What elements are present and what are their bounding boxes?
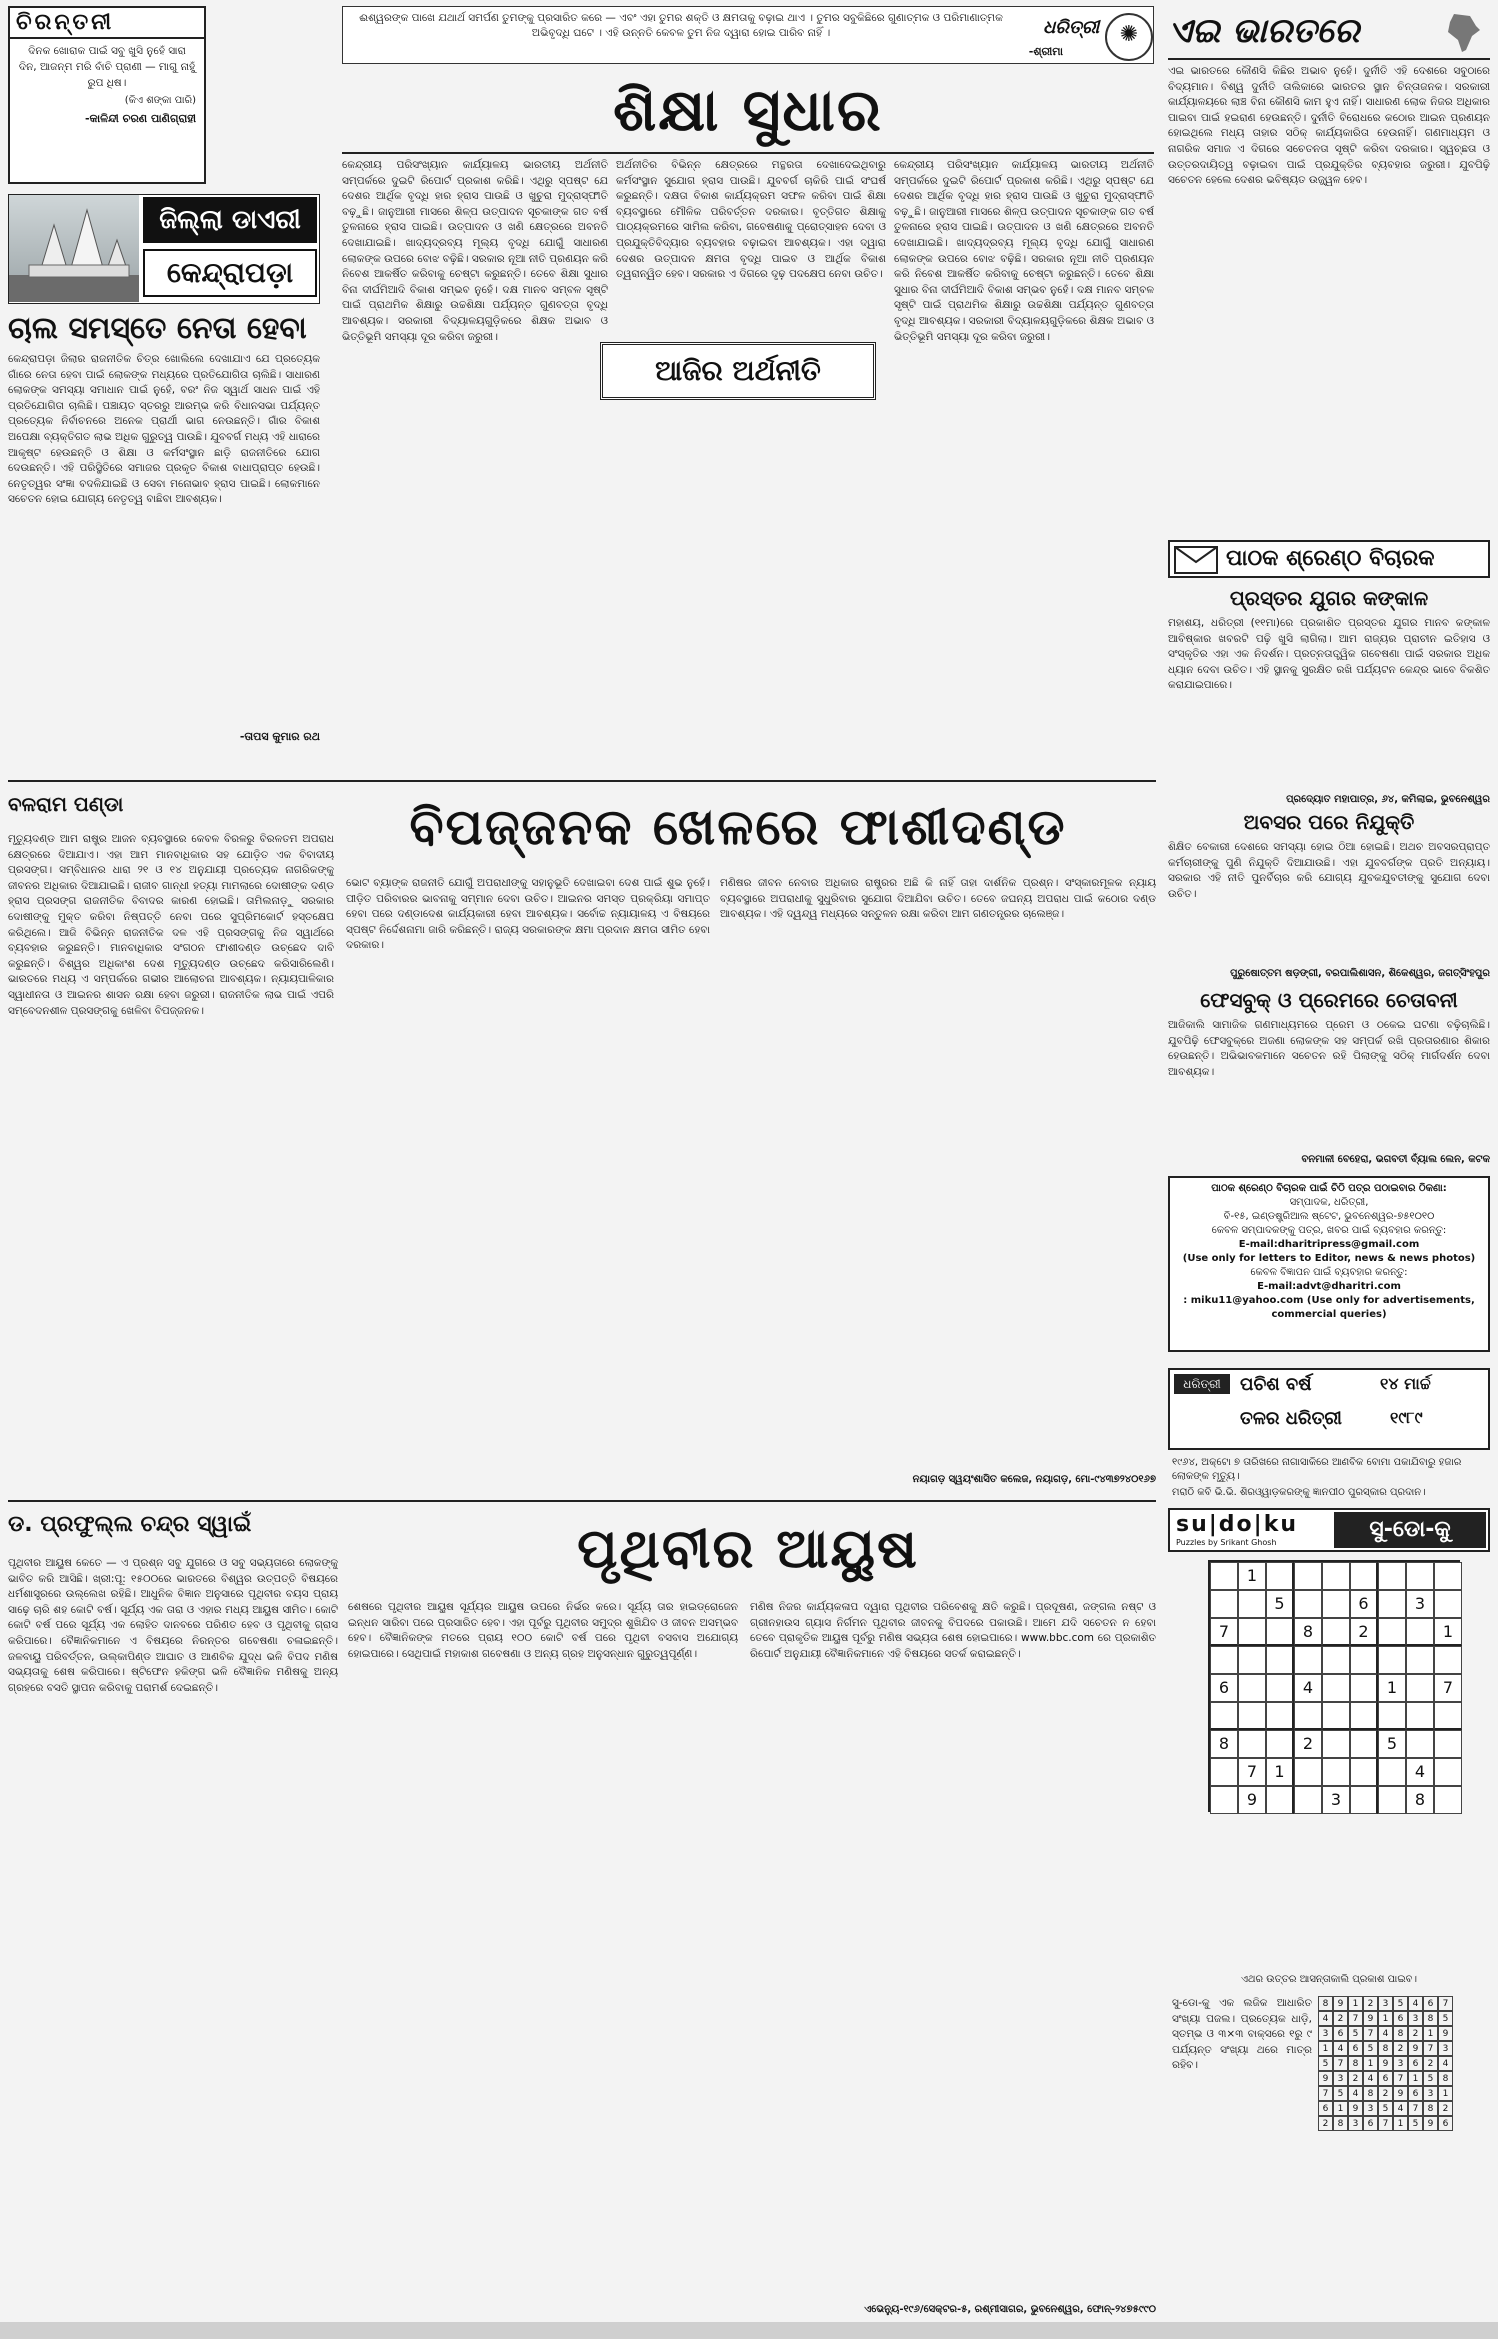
editorial3-body: ପୃଥିବୀର ଆୟୁଷ କେତେ — ଏ ପ୍ରଶ୍ନ ସବୁ ଯୁଗରେ ଓ ସବୁ ସଭ୍ୟତାରେ ଲୋକଙ୍କୁ ଭାବିତ କରି ଆସିଛି। ଖ୍ରୀ:ପୂ: ୧୫୦୦ରେ ଭାରତରେ ବିଶ୍ୱର ଉତ୍ପତ୍ତି ବିଷୟରେ ଧର୍ମଶାସ୍ତ୍ରରେ ଉଲ୍ଲେଖ ରହିଛି। ଆଧୁନିକ ବିଜ୍ଞାନ ଅନୁସାରେ ପୃଥିବୀର ବୟସ ପ୍ରାୟ ସାଢ଼େ ଚାରି ଶହ କୋଟି ବର୍ଷ। ସୂର୍ଯ୍ୟ ଏକ ତାରା ଓ ଏହାର ମଧ୍ୟ ଆୟୁଷ ସୀମିତ। କୋଟି କୋଟି ବର୍ଷ ପରେ ସୂର୍ଯ୍ୟ ଏକ ଲୋହିତ ଦାନବରେ ପରିଣତ ହେବ ଓ ପୃଥିବୀକୁ ଗ୍ରାସ କରିପାରେ। ବୈଜ୍ଞାନିକମାନେ ଏ ବିଷୟରେ ନିରନ୍ତର ଗବେଷଣା ଚଳାଇଛନ୍ତି। ଜଳବାୟୁ ପରିବର୍ତ୍ତନ, ଉଲ୍କାପିଣ୍ଡ ଆଘାତ ଓ ଆଣବିକ ଯୁଦ୍ଧ ଭଳି ବିପଦ ମଣିଷ ସଭ୍ୟତାକୁ ଶେଷ କରିପାରେ। ଷ୍ଟିଫେନ ହକିଙ୍ଗ ଭଳି ବୈଜ୍ଞାନିକ ମଣିଷକୁ ଅନ୍ୟ ଗ୍ରହରେ ବସତି ସ୍ଥାପନ କରିବାକୁ ପରାମର୍ଶ ଦେଇଛନ୍ତି। bbox=[8, 1557, 338, 1694]
sudoku-cell bbox=[1322, 1730, 1350, 1758]
india-map-icon bbox=[1440, 10, 1484, 54]
anniv-logo: ଧରିତ୍ରୀ bbox=[1174, 1374, 1230, 1394]
sudoku-solution-cell: 3 bbox=[1333, 2071, 1348, 2086]
sudoku-solution-cell: 4 bbox=[1333, 2041, 1348, 2056]
sudoku-solution-cell: 5 bbox=[1363, 2041, 1378, 2056]
bharat-header bbox=[1168, 6, 1490, 60]
editorial3-signoff: ଏଭେନ୍ୟୁ-୧୯୬/ସେକ୍ଟର-୫, ରଶ୍ମୀସାଗର, ଭୁବନେଶ୍ୱର, ଫୋନ୍-୨୪୭୫୯୯୦ bbox=[864, 2304, 1156, 2315]
editorial3-headline: ପୃଥିବୀର ଆୟୁଷ bbox=[577, 1517, 919, 1580]
letter1-title: ପ୍ରସ୍ତର ଯୁଗର କଙ୍କାଳ bbox=[1229, 586, 1429, 610]
sudoku-solution-cell: 9 bbox=[1393, 2086, 1408, 2101]
sudoku-cell bbox=[1378, 1758, 1406, 1786]
sudoku-solution-cell: 2 bbox=[1363, 1996, 1378, 2011]
anniv-date: ୧୪ ମାର୍ଚ୍ଚ bbox=[1380, 1374, 1431, 1393]
sudoku-solution-cell: 4 bbox=[1408, 1996, 1423, 2011]
letters-title: ପାଠକ ଶ୍ରେଣ୍ଠ ବିଚାରକ bbox=[1226, 546, 1435, 571]
sudoku-solution-cell: 1 bbox=[1438, 2086, 1453, 2101]
economy-label: ଆଜିର ଅର୍ଥନୀତି bbox=[655, 354, 821, 387]
sudoku-solution-cell: 8 bbox=[1378, 2041, 1393, 2056]
sudoku-solution-cell: 4 bbox=[1363, 2071, 1378, 2086]
sudoku-cell bbox=[1266, 1702, 1294, 1730]
sudoku-solution-cell: 2 bbox=[1378, 2086, 1393, 2101]
sudoku-header bbox=[1168, 1508, 1490, 1552]
editorial3-body-col3: ମଣିଷ ନିଜର କାର୍ଯ୍ୟକଳାପ ଦ୍ୱାରା ପୃଥିବୀର ପରିବେଶକୁ କ୍ଷତି କରୁଛି। ପ୍ରଦୂଷଣ, ଜଙ୍ଗଲ ନଷ୍ଟ ଓ ଗ୍ରୀନହାଉସ ଗ୍ୟାସ ନିର୍ଗମନ ପୃଥିବୀର ଜୀବନକୁ ବିପଦରେ ପକାଉଛି। ଆମେ ଯଦି ସଚେତନ ନ ହେବା ତେବେ ପ୍ରାକୃତିକ ଆୟୁଷ ପୂର୍ବରୁ ମଣିଷ ସଭ୍ୟତା ଶେଷ ହୋଇପାରେ। www.bbc.com ରେ ପ୍ରକାଶିତ ରିପୋର୍ଟ ଅନୁଯାୟୀ ବୈଜ୍ଞାନିକମାନେ ଏହି ବିଷୟରେ ସତର୍କ କରାଇଛନ୍ତି। bbox=[750, 1601, 1156, 1660]
sudoku-solution-cell: 2 bbox=[1318, 2116, 1333, 2131]
sudoku-cell bbox=[1238, 1730, 1266, 1758]
sudoku-cell bbox=[1266, 1786, 1294, 1814]
quote-box bbox=[342, 6, 1154, 64]
sudoku-cell: 5 bbox=[1266, 1590, 1294, 1618]
sudoku-cell: 7 bbox=[1434, 1674, 1462, 1702]
sudoku-solution-cell: 5 bbox=[1423, 2071, 1438, 2086]
sudoku-solution-cell: 1 bbox=[1363, 2056, 1378, 2071]
sudoku-cell bbox=[1294, 1786, 1322, 1814]
sudoku-solution-cell: 2 bbox=[1438, 2101, 1453, 2116]
sudoku-solution-cell: 9 bbox=[1363, 2011, 1378, 2026]
sudoku-instructions: ସୁ-ଡୋ-କୁ ଏକ ଲଜିକ ଆଧାରିତ ସଂଖ୍ୟା ପଜଲ। ପ୍ରତ୍ୟେକ ଧାଡ଼ି, ସ୍ତମ୍ଭ ଓ ୩×୩ ବାକ୍ସରେ ୧ରୁ ୯ ପର୍ଯ୍ୟନ୍ତ ସଂଖ୍ୟା ଥରେ ମାତ୍ର ରହିବ। bbox=[1172, 1997, 1312, 2072]
bharat-body: ଏଇ ଭାରତରେ କୌଣସି କିଛିର ଅଭାବ ନୁହେଁ। ଦୁର୍ନୀତି ଏହି ଦେଶରେ ସବୁଠାରେ ବିଦ୍ୟମାନ। ବିଶ୍ୱ ଦୁର୍ନୀତି ତାଲିକାରେ ଭାରତର ସ୍ଥାନ ଚିନ୍ତାଜନକ। ସରକାରୀ କାର୍ଯ୍ୟାଳୟରେ ଲାଞ୍ଚ ବିନା କୌଣସି କାମ ହୁଏ ନାହିଁ। ସାଧାରଣ ଲୋକ ନିଜର ଅଧିକାର ପାଇବା ପାଇଁ ହଇରାଣ ହେଉଛନ୍ତି। ଦୁର୍ନୀତି ବିରୋଧରେ କଠୋର ଆଇନ ପ୍ରଣୟନ ହୋଇଥିଲେ ମଧ୍ୟ ତାହାର ସଠିକ୍ କାର୍ଯ୍ୟକାରିତା ହେଉନାହିଁ। ଗଣମାଧ୍ୟମ ଓ ନାଗରିକ ସମାଜ ଏ ଦିଗରେ ସଚେତନତା ସୃଷ୍ଟି କରିବା ଦରକାର। ସ୍ୱଚ୍ଛତା ଓ ଉତ୍ତରଦାୟିତ୍ୱ ବଢ଼ାଇବା ପାଇଁ ପ୍ରଯୁକ୍ତିର ବ୍ୟବହାର ଜରୁରୀ। ଯୁବପିଢ଼ି ସଚେତନ ହେଲେ ଦେଶର ଭବିଷ୍ୟତ ଉଜ୍ଜ୍ୱଳ ହେବ। bbox=[1168, 65, 1490, 187]
sudoku-cell: 2 bbox=[1294, 1730, 1322, 1758]
sudoku-cell bbox=[1434, 1590, 1462, 1618]
sudoku-solution-cell: 7 bbox=[1318, 2086, 1333, 2101]
sudoku-cell bbox=[1266, 1674, 1294, 1702]
sudoku-cell bbox=[1378, 1562, 1406, 1590]
sudoku-cell bbox=[1434, 1730, 1462, 1758]
editorial1-body-col3: କେନ୍ଦ୍ରୀୟ ପରିସଂଖ୍ୟାନ କାର୍ଯ୍ୟାଳୟ ଭାରତୀୟ ଅର୍ଥନୀତି ସମ୍ପର୍କରେ ଦୁଇଟି ରିପୋର୍ଟ ପ୍ରକାଶ କରିଛି। ଏଥିରୁ ସ୍ପଷ୍ଟ ଯେ ଦେଶର ଆର୍ଥିକ ବୃଦ୍ଧି ହାର ହ୍ରାସ ପାଉଛି ଓ ଖୁଚୁରା ମୁଦ୍ରାସ୍ଫୀତି ବଢ଼ୁଛି। ଜାନୁଆରୀ ମାସରେ ଶିଳ୍ପ ଉତ୍ପାଦନ ସୂଚକାଙ୍କ ଗତ ବର୍ଷ ତୁଳନାରେ ହ୍ରାସ ପାଇଛି। ଉତ୍ପାଦନ ଓ ଖଣି କ୍ଷେତ୍ରରେ ଅବନତି ଦେଖାଯାଇଛି। ଖାଦ୍ୟଦ୍ରବ୍ୟ ମୂଲ୍ୟ ବୃଦ୍ଧି ଯୋଗୁଁ ସାଧାରଣ ଲୋକଙ୍କ ଉପରେ ବୋଝ ବଢ଼ିଛି। ସରକାର ନୂଆ ନୀତି ପ୍ରଣୟନ କରି ନିବେଶ ଆକର୍ଷିତ କରିବାକୁ ଚେଷ୍ଟା କରୁଛନ୍ତି। ତେବେ ଶିକ୍ଷା ସୁଧାର ବିନା ଦୀର୍ଘମିଆଦି ବିକାଶ ସମ୍ଭବ ନୁହେଁ। ଦକ୍ଷ ମାନବ ସମ୍ବଳ ସୃଷ୍ଟି ପାଇଁ ପ୍ରାଥମିକ ଶିକ୍ଷାରୁ ଉଚ୍ଚଶିକ୍ଷା ପର୍ଯ୍ୟନ୍ତ ଗୁଣବତ୍ତା ବୃଦ୍ଧି ଆବଶ୍ୟକ। ସରକାରୀ ବିଦ୍ୟାଳୟଗୁଡ଼ିକରେ ଶିକ୍ଷକ ଅଭାବ ଓ ଭିତ୍ତିଭୂମି ସମସ୍ୟା ଦୂର କରିବା ଜରୁରୀ। bbox=[894, 159, 1154, 343]
sudoku-solution-cell: 4 bbox=[1318, 2011, 1333, 2026]
sudoku-brand: su|do|ku bbox=[1176, 1512, 1298, 1537]
sudoku-solution-cell: 6 bbox=[1333, 2026, 1348, 2041]
sudoku-solution-cell: 6 bbox=[1438, 2116, 1453, 2131]
sudoku-solution-cell: 5 bbox=[1393, 1996, 1408, 2011]
sudoku-cell bbox=[1378, 1618, 1406, 1646]
sudoku-solution-cell: 8 bbox=[1423, 2011, 1438, 2026]
district-body: କେନ୍ଦ୍ରାପଡ଼ା ଜିଲାର ରାଜନୀତିକ ଚିତ୍ର ଖୋଲିଲେ ଦେଖାଯାଏ ଯେ ପ୍ରତ୍ୟେକ ଗାଁରେ ନେତା ହେବା ପାଇଁ ଲୋକଙ୍କ ମଧ୍ୟରେ ପ୍ରତିଯୋଗିତା ଚାଲିଛି। ସାଧାରଣ ଲୋକଙ୍କ ସମସ୍ୟା ସମାଧାନ ପାଇଁ ନୁହେଁ, ବରଂ ନିଜ ସ୍ୱାର୍ଥ ସାଧନ ପାଇଁ ଏହି ପ୍ରତିଯୋଗିତା ଚାଲିଛି। ପଞ୍ଚାୟତ ସ୍ତରରୁ ଆରମ୍ଭ କରି ବିଧାନସଭା ପର୍ଯ୍ୟନ୍ତ ପ୍ରତ୍ୟେକ ନିର୍ବାଚନରେ ଅନେକ ପ୍ରାର୍ଥୀ ଭାଗ ନେଉଛନ୍ତି। ଗାଁର ବିକାଶ ଅପେକ୍ଷା ବ୍ୟକ୍ତିଗତ ଲାଭ ଅଧିକ ଗୁରୁତ୍ୱ ପାଉଛି। ଯୁବବର୍ଗ ମଧ୍ୟ ଏହି ଧାରାରେ ଆକୃଷ୍ଟ ହେଉଛନ୍ତି ଓ ଶିକ୍ଷା ଓ କର୍ମସଂସ୍ଥାନ ଛାଡ଼ି ରାଜନୀତିରେ ଯୋଗ ଦେଉଛନ୍ତି। ଏହି ପରିସ୍ଥିତିରେ ସମାଜର ପ୍ରକୃତ ବିକାଶ ବାଧାପ୍ରାପ୍ତ ହେଉଛି। ନେତୃତ୍ୱର ସଂଜ୍ଞା ବଦଳିଯାଇଛି ଓ ସେବା ମନୋଭାବ ହ୍ରାସ ପାଇଛି। ଲୋକମାନେ ସଚେତନ ହୋଇ ଯୋଗ୍ୟ ନେତୃତ୍ୱ ବାଛିବା ଆବଶ୍ୟକ। bbox=[8, 353, 320, 506]
sudoku-cell: 7 bbox=[1210, 1618, 1238, 1646]
sudoku-solution-cell: 3 bbox=[1408, 2011, 1423, 2026]
editorial3-author: ଡ. ପ୍ରଫୁଲ୍ଲ ଚନ୍ଦ୍ର ସ୍ୱାଇଁ bbox=[8, 1512, 252, 1537]
quote-brand: ଧରିତ୍ରୀ bbox=[1043, 17, 1100, 38]
sudoku-solution-cell: 1 bbox=[1423, 2026, 1438, 2041]
sudoku-cell: 8 bbox=[1406, 1786, 1434, 1814]
sudoku-solution-cell: 3 bbox=[1378, 1996, 1393, 2011]
anniv-item2: ମରାଠି କବି ଭି.ଭି. ଶିରଓ୍ୱାଡ଼କରଙ୍କୁ ଜ୍ଞାନପୀଠ ପୁରସ୍କାର ପ୍ରଦାନ। bbox=[1172, 1487, 1426, 1498]
rule-ed1 bbox=[342, 152, 1154, 154]
sudoku-solution-cell: 4 bbox=[1393, 2101, 1408, 2116]
temple-image bbox=[9, 195, 139, 302]
sudoku-cell bbox=[1406, 1618, 1434, 1646]
anniv-item1: ୧୯୬୪, ଅକ୍ଟୋ ୭ ତାରିଖରେ ନାଗାସାକିରେ ଆଣବିକ ବୋମା ପକାଯିବାରୁ ହଜାର ଲୋକଙ୍କ ମୃତ୍ୟୁ। bbox=[1172, 1457, 1462, 1482]
sudoku-solution-cell: 9 bbox=[1378, 2056, 1393, 2071]
sudoku-solution-cell: 5 bbox=[1438, 2011, 1453, 2026]
sudoku-cell bbox=[1350, 1702, 1378, 1730]
sudoku-cell bbox=[1238, 1674, 1266, 1702]
sudoku-solution-cell: 5 bbox=[1318, 2056, 1333, 2071]
sudoku-solution bbox=[1318, 1996, 1456, 2134]
sudoku-cell bbox=[1434, 1646, 1462, 1674]
sudoku-cell bbox=[1350, 1786, 1378, 1814]
sudoku-cell bbox=[1266, 1618, 1294, 1646]
sudoku-cell bbox=[1350, 1674, 1378, 1702]
sudoku-cell: 3 bbox=[1322, 1786, 1350, 1814]
sudoku-cell bbox=[1350, 1562, 1378, 1590]
anniv-box bbox=[1168, 1368, 1490, 1450]
sudoku-solution-cell: 1 bbox=[1318, 2041, 1333, 2056]
sudoku-cell bbox=[1406, 1674, 1434, 1702]
contact-line4: କେବଳ ବିଜ୍ଞାପନ ପାଇଁ ବ୍ୟବହାର କରନ୍ତୁ: bbox=[1250, 1267, 1408, 1278]
contact-email1[interactable]: E-mail:dharitripress@gmail.com bbox=[1238, 1239, 1420, 1250]
sudoku-cell bbox=[1322, 1702, 1350, 1730]
letter3-author: ବନମାଳୀ ବେହେରା, ଭଗବତୀ ବ୍ୟାଁଲ ଲେନ, କଟକ bbox=[1301, 1154, 1490, 1165]
sudoku-solution-cell: 1 bbox=[1408, 2071, 1423, 2086]
sudoku-solution-cell: 2 bbox=[1333, 2011, 1348, 2026]
sudoku-cell: 5 bbox=[1378, 1730, 1406, 1758]
sudoku-solution-cell: 6 bbox=[1318, 2101, 1333, 2116]
letter1-body: ମହାଶୟ, ଧରିତ୍ରୀ (୧୧ମା)ରେ ପ୍ରକାଶିତ ପ୍ରସ୍ତର ଯୁଗର ମାନବ କଙ୍କାଳ ଆବିଷ୍କାର ଖବରଟି ପଢ଼ି ଖୁସି ଲାଗିଲା। ଆମ ରାଜ୍ୟର ପ୍ରାଚୀନ ଇତିହାସ ଓ ସଂସ୍କୃତିର ଏହା ଏକ ନିଦର୍ଶନ। ପ୍ରତ୍ନତାତ୍ତ୍ୱିକ ଗବେଷଣା ପାଇଁ ସରକାର ଅଧିକ ଧ୍ୟାନ ଦେବା ଉଚିତ। ଏହି ସ୍ଥାନକୁ ସୁରକ୍ଷିତ ରଖି ପର୍ଯ୍ୟଟନ କେନ୍ଦ୍ର ଭାବେ ବିକଶିତ କରାଯାଇପାରେ। bbox=[1168, 617, 1490, 692]
editorial2-author: ବଳରାମ ପଣ୍ଡା bbox=[8, 792, 124, 816]
sudoku-solution-cell: 2 bbox=[1423, 2056, 1438, 2071]
editorial2-body-col2: ଭୋଟ ବ୍ୟାଙ୍କ ରାଜନୀତି ଯୋଗୁଁ ଅପରାଧୀଙ୍କୁ ସହାନୁଭୂତି ଦେଖାଇବା ଦେଶ ପାଇଁ ଶୁଭ ନୁହେଁ। ପୀଡ଼ିତ ପରିବାରର ଭାବନାକୁ ସମ୍ମାନ ଦେବା ଉଚିତ। ଆଇନର ସମସ୍ତ ପ୍ରକ୍ରିୟା ସମାପ୍ତ ହେବା ପରେ ଦଣ୍ଡାଦେଶ କାର୍ଯ୍ୟକାରୀ ହେବା ଆବଶ୍ୟକ। ସର୍ବୋଚ୍ଚ ନ୍ୟାୟାଳୟ ଏ ବିଷୟରେ ସ୍ପଷ୍ଟ ନିର୍ଦ୍ଦେଶନାମା ଜାରି କରିଛନ୍ତି। ରାଜ୍ୟ ସରକାରଙ୍କ କ୍ଷମା ପ୍ରଦାନ କ୍ଷମତା ସୀମିତ ହେବା ଦରକାର। bbox=[346, 877, 710, 952]
sudoku-solution-cell: 7 bbox=[1408, 2101, 1423, 2116]
sudoku-solution-cell: 3 bbox=[1438, 2041, 1453, 2056]
sudoku-solution-cell: 2 bbox=[1348, 2071, 1363, 2086]
sudoku-cell bbox=[1350, 1730, 1378, 1758]
sudoku-cell bbox=[1266, 1562, 1294, 1590]
sudoku-solution-cell: 9 bbox=[1438, 2026, 1453, 2041]
sudoku-solution-cell: 6 bbox=[1408, 2056, 1423, 2071]
sudoku-cell bbox=[1210, 1758, 1238, 1786]
sudoku-cell: 1 bbox=[1434, 1618, 1462, 1646]
sudoku-solution-cell: 6 bbox=[1423, 1996, 1438, 2011]
sudoku-solution-cell: 9 bbox=[1318, 2071, 1333, 2086]
sudoku-cell bbox=[1322, 1758, 1350, 1786]
letter2-author: ପୁରୁଷୋତ୍ତମ ଷଡ଼ଙ୍ଗୀ, ବରପାଲିଶାସନ, ଶିକେଶ୍ୱର, ଜଗତ୍‌ସିଂହପୁର bbox=[1230, 968, 1490, 979]
editorial1-headline: ଶିକ୍ଷା ସୁଧାର bbox=[613, 76, 883, 144]
sudoku-cell bbox=[1210, 1646, 1238, 1674]
sudoku-cell bbox=[1294, 1702, 1322, 1730]
sudoku-cell bbox=[1210, 1786, 1238, 1814]
district-name: କେନ୍ଦ୍ରାପଡ଼ା bbox=[143, 249, 317, 297]
sudoku-cell bbox=[1238, 1646, 1266, 1674]
sudoku-cell bbox=[1434, 1758, 1462, 1786]
sudoku-cell bbox=[1378, 1646, 1406, 1674]
sudoku-cell bbox=[1294, 1590, 1322, 1618]
anniv-year: ୧୯୮୯ bbox=[1390, 1408, 1423, 1427]
contact-email2[interactable]: E-mail:advt@dharitri.com bbox=[1257, 1281, 1401, 1292]
contact-note1: (Use only for letters to Editor, news & news photos) bbox=[1182, 1253, 1476, 1264]
sudoku-solution-cell: 6 bbox=[1393, 2011, 1408, 2026]
sudoku-cell bbox=[1294, 1562, 1322, 1590]
sudoku-cell bbox=[1294, 1758, 1322, 1786]
sudoku-cell: 8 bbox=[1294, 1618, 1322, 1646]
editorial2-headline: ବିପଜ୍ଜନକ ଖେଳରେ ଫାଶୀଦଣ୍ଡ bbox=[409, 798, 1067, 856]
sudoku-answer-note: ଏଥର ଉତ୍ତର ଆସନ୍ତାକାଲି ପ୍ରକାଶ ପାଇବ। bbox=[1241, 1974, 1417, 1985]
sudoku-cell: 6 bbox=[1350, 1590, 1378, 1618]
sudoku-solution-cell: 8 bbox=[1423, 2101, 1438, 2116]
sudoku-cell bbox=[1350, 1758, 1378, 1786]
letters-header bbox=[1168, 540, 1490, 578]
rule-ed3-top bbox=[8, 1500, 1156, 1502]
editorial1-body: କେନ୍ଦ୍ରୀୟ ପରିସଂଖ୍ୟାନ କାର୍ଯ୍ୟାଳୟ ଭାରତୀୟ ଅର୍ଥନୀତି ସମ୍ପର୍କରେ ଦୁଇଟି ରିପୋର୍ଟ ପ୍ରକାଶ କରିଛି। ଏଥିରୁ ସ୍ପଷ୍ଟ ଯେ ଦେଶର ଆର୍ଥିକ ବୃଦ୍ଧି ହାର ହ୍ରାସ ପାଉଛି ଓ ଖୁଚୁରା ମୁଦ୍ରାସ୍ଫୀତି ବଢ଼ୁଛି। ଜାନୁଆରୀ ମାସରେ ଶିଳ୍ପ ଉତ୍ପାଦନ ସୂଚକାଙ୍କ ଗତ ବର୍ଷ ତୁଳନାରେ ହ୍ରାସ ପାଇଛି। ଉତ୍ପାଦନ ଓ ଖଣି କ୍ଷେତ୍ରରେ ଅବନତି ଦେଖାଯାଇଛି। ଖାଦ୍ୟଦ୍ରବ୍ୟ ମୂଲ୍ୟ ବୃଦ୍ଧି ଯୋଗୁଁ ସାଧାରଣ ଲୋକଙ୍କ ଉପରେ ବୋଝ ବଢ଼ିଛି। ସରକାର ନୂଆ ନୀତି ପ୍ରଣୟନ କରି ନିବେଶ ଆକର୍ଷିତ କରିବାକୁ ଚେଷ୍ଟା କରୁଛନ୍ତି। ତେବେ ଶିକ୍ଷା ସୁଧାର ବିନା ଦୀର୍ଘମିଆଦି ବିକାଶ ସମ୍ଭବ ନୁହେଁ। ଦକ୍ଷ ମାନବ ସମ୍ବଳ ସୃଷ୍ଟି ପାଇଁ ପ୍ରାଥମିକ ଶିକ୍ଷାରୁ ଉଚ୍ଚଶିକ୍ଷା ପର୍ଯ୍ୟନ୍ତ ଗୁଣବତ୍ତା ବୃଦ୍ଧି ଆବଶ୍ୟକ। ସରକାରୀ ବିଦ୍ୟାଳୟଗୁଡ଼ିକରେ ଶିକ୍ଷକ ଅଭାବ ଓ ଭିତ୍ତିଭୂମି ସମସ୍ୟା ଦୂର କରିବା ଜରୁରୀ। bbox=[342, 159, 608, 343]
sudoku-solution-cell: 2 bbox=[1393, 2041, 1408, 2056]
sudoku-by: Puzzles by Srikant Ghosh bbox=[1176, 1538, 1277, 1547]
sudoku-solution-cell: 5 bbox=[1333, 2086, 1348, 2101]
sudoku-solution-cell: 8 bbox=[1393, 2026, 1408, 2041]
editorial3-body-col2: ଶେଷରେ ପୃଥିବୀର ଆୟୁଷ ସୂର୍ଯ୍ୟର ଆୟୁଷ ଉପରେ ନିର୍ଭର କରେ। ସୂର୍ଯ୍ୟ ତାର ହାଇଡ୍ରୋଜେନ ଇନ୍ଧନ ସାରିବା ପରେ ପ୍ରସାରିତ ହେବ। ଏହା ପୂର୍ବରୁ ପୃଥିବୀର ସମୁଦ୍ର ଶୁଖିଯିବ ଓ ଜୀବନ ଅସମ୍ଭବ ହେବ। ବୈଜ୍ଞାନିକଙ୍କ ମତରେ ପ୍ରାୟ ୧୦୦ କୋଟି ବର୍ଷ ପରେ ପୃଥିବୀ ବସବାସ ଅଯୋଗ୍ୟ ହୋଇପାରେ। ସେଥିପାଇଁ ମହାକାଶ ଗବେଷଣା ଓ ଅନ୍ୟ ଗ୍ରହ ଅନୁସନ୍ଧାନ ଗୁରୁତ୍ୱପୂର୍ଣ୍ଣ। bbox=[348, 1601, 738, 1660]
lotus-icon: ✺ bbox=[1105, 13, 1153, 61]
letter2-title: ଅବସର ପରେ ନିଯୁକ୍ତି bbox=[1243, 810, 1415, 834]
sudoku-cell bbox=[1406, 1562, 1434, 1590]
sudoku-cell bbox=[1434, 1702, 1462, 1730]
sudoku-solution-cell: 8 bbox=[1438, 2071, 1453, 2086]
sudoku-solution-cell: 4 bbox=[1348, 2086, 1363, 2101]
sudoku-odia: ସୁ-ଡୋ-କୁ bbox=[1334, 1512, 1486, 1548]
district-author: -ତାପସ କୁମାର ରଥ bbox=[239, 730, 320, 743]
sudoku-cell: 1 bbox=[1378, 1674, 1406, 1702]
letter2-body: ଶିକ୍ଷିତ ବେକାରୀ ଦେଶରେ ସମସ୍ୟା ହୋଇ ଠିଆ ହୋଇଛି। ଅଥଚ ଅବସରପ୍ରାପ୍ତ କର୍ମଚାରୀଙ୍କୁ ପୁଣି ନିଯୁକ୍ତି ଦିଆଯାଉଛି। ଏହା ଯୁବବର୍ଗଙ୍କ ପ୍ରତି ଅନ୍ୟାୟ। ସରକାର ଏହି ନୀତି ପୁନର୍ବିଚାର କରି ଯୋଗ୍ୟ ଯୁବକଯୁବତୀଙ୍କୁ ସୁଯୋଗ ଦେବା ଉଚିତ। bbox=[1168, 841, 1490, 900]
contact-line1: ସମ୍ପାଦକ, ଧରିତ୍ରୀ, bbox=[1289, 1197, 1369, 1208]
sudoku-cell bbox=[1378, 1590, 1406, 1618]
chirantani-author: -କାଳିନ୍ଦୀ ଚରଣ ପାଣିଗ୍ରାହୀ bbox=[84, 112, 196, 125]
sudoku-solution-cell: 8 bbox=[1348, 2056, 1363, 2071]
sudoku-solution-cell: 8 bbox=[1333, 2116, 1348, 2131]
sudoku-solution-cell: 5 bbox=[1378, 2101, 1393, 2116]
district-banner bbox=[8, 194, 320, 304]
rule-ed2-top bbox=[8, 780, 1156, 782]
sudoku-cell bbox=[1294, 1646, 1322, 1674]
contact-title: ପାଠକ ଶ୍ରେଣ୍ଠ ବିଚାରକ ପାଇଁ ଚିଠି ପତ୍ର ପଠାଇବାର ଠିକଣା: bbox=[1211, 1183, 1447, 1194]
sudoku-solution-cell: 7 bbox=[1378, 2116, 1393, 2131]
sudoku-solution-cell: 3 bbox=[1348, 2116, 1363, 2131]
sudoku-solution-cell: 6 bbox=[1408, 2086, 1423, 2101]
sudoku-cell bbox=[1378, 1702, 1406, 1730]
anniv-years: ପଚିଶ ବର୍ଷ bbox=[1240, 1374, 1312, 1395]
editorial1-body-col2: ଅର୍ଥନୀତିର ବିଭିନ୍ନ କ୍ଷେତ୍ରରେ ମନ୍ଥରତା ଦେଖାଦେଇଥିବାରୁ କର୍ମସଂସ୍ଥାନ ସୁଯୋଗ ହ୍ରାସ ପାଉଛି। ଯୁବବର୍ଗ ଚାକିରି ପାଇଁ ସଂଘର୍ଷ କରୁଛନ୍ତି। ଦକ୍ଷତା ବିକାଶ କାର୍ଯ୍ୟକ୍ରମ ସଫଳ କରିବା ପାଇଁ ଶିକ୍ଷା ବ୍ୟବସ୍ଥାରେ ମୌଳିକ ପରିବର୍ତ୍ତନ ଦରକାର। ବୃତ୍ତିଗତ ଶିକ୍ଷାକୁ ପାଠ୍ୟକ୍ରମରେ ସାମିଲ କରିବା, ଗବେଷଣାକୁ ପ୍ରୋତ୍ସାହନ ଦେବା ଓ ପ୍ରଯୁକ୍ତିବିଦ୍ୟାର ବ୍ୟବହାର ବଢ଼ାଇବା ଆବଶ୍ୟକ। ଏହା ଦ୍ୱାରା ଦେଶର ଉତ୍ପାଦନ କ୍ଷମତା ବୃଦ୍ଧି ପାଇବ ଓ ଆର୍ଥିକ ବିକାଶ ତ୍ୱରାନ୍ୱିତ ହେବ। ସରକାର ଏ ଦିଗରେ ଦୃଢ଼ ପଦକ୍ଷେପ ନେବା ଉଚିତ। bbox=[616, 159, 886, 281]
sudoku-solution-cell: 7 bbox=[1423, 2041, 1438, 2056]
sudoku-solution-cell: 3 bbox=[1423, 2086, 1438, 2101]
sudoku-solution-cell: 5 bbox=[1408, 2116, 1423, 2131]
sudoku-cell bbox=[1322, 1618, 1350, 1646]
sudoku-solution-cell: 7 bbox=[1363, 2026, 1378, 2041]
contact-line3: କେବଳ ସମ୍ପାଦକଙ୍କୁ ପତ୍ର, ଖବର ପାଇଁ ବ୍ୟବହାର କରନ୍ତୁ: bbox=[1211, 1225, 1447, 1236]
sudoku-cell: 8 bbox=[1210, 1730, 1238, 1758]
economy-box bbox=[600, 342, 876, 400]
sudoku-cell: 2 bbox=[1350, 1618, 1378, 1646]
sudoku-cell bbox=[1350, 1646, 1378, 1674]
sudoku-solution-cell: 1 bbox=[1378, 2011, 1393, 2026]
sudoku-cell bbox=[1266, 1730, 1294, 1758]
letter3-title: ଫେସବୁକ୍ ଓ ପ୍ରେମରେ ଚେତାବନୀ bbox=[1200, 988, 1458, 1012]
sudoku-cell bbox=[1238, 1618, 1266, 1646]
sudoku-cell: 9 bbox=[1238, 1786, 1266, 1814]
chirantani-source: (କିଏ ଶଙ୍କା ପାରି) bbox=[124, 95, 196, 106]
bharat-title: ଏଇ ଭାରତରେ bbox=[1168, 11, 1360, 51]
sudoku-cell: 7 bbox=[1238, 1758, 1266, 1786]
sudoku-solution-cell: 4 bbox=[1438, 2056, 1453, 2071]
sudoku-cell bbox=[1434, 1786, 1462, 1814]
sudoku-solution-cell: 3 bbox=[1318, 2026, 1333, 2041]
sudoku-solution-cell: 1 bbox=[1333, 2101, 1348, 2116]
sudoku-cell bbox=[1378, 1786, 1406, 1814]
footer-bar bbox=[0, 2322, 1498, 2339]
sudoku-cell bbox=[1406, 1730, 1434, 1758]
editorial2-body: ମୃତ୍ୟୁଦଣ୍ଡ ଆମ ରାଷ୍ଟ୍ର ଆଜନ ବ୍ୟବସ୍ଥାରେ କେବଳ ବିରଳରୁ ବିରଳତମ ଅପରାଧ କ୍ଷେତ୍ରରେ ଦିଆଯାଏ। ଏହା ଆମ ମାନବାଧିକାର ସହ ଯୋଡ଼ିତ ଏକ ବିବାଦୀୟ ପ୍ରସଙ୍ଗ। ସମ୍ବିଧାନର ଧାରା ୨୧ ଓ ୧୪ ଅନୁଯାୟୀ ପ୍ରତ୍ୟେକ ନାଗରିକଙ୍କୁ ଜୀବନର ଅଧିକାର ଦିଆଯାଇଛି। ରାଜୀବ ଗାନ୍ଧୀ ହତ୍ୟା ମାମଲାରେ ଦୋଷୀଙ୍କ ଦଣ୍ଡ ହ୍ରାସ ପ୍ରସଙ୍ଗ ରାଜନୀତିକ ବିବାଦର କାରଣ ହୋଇଛି। ତାମିଲନାଡ଼ୁ ସରକାର ଦୋଷୀଙ୍କୁ ମୁକ୍ତ କରିବା ନିଷ୍ପତ୍ତି ନେବା ପରେ ସୁପ୍ରିମକୋର୍ଟ ହସ୍ତକ୍ଷେପ କରିଥିଲେ। ଆଜି ବିଭିନ୍ନ ରାଜନୀତିକ ଦଳ ଏହି ପ୍ରସଙ୍ଗକୁ ନିଜ ସ୍ୱାର୍ଥରେ ବ୍ୟବହାର କରୁଛନ୍ତି। ମାନବାଧିକାର ସଂଗଠନ ଫାଶୀଦଣ୍ଡ ଉଚ୍ଛେଦ ଦାବି କରୁଛନ୍ତି। ବିଶ୍ୱର ଅଧିକାଂଶ ଦେଶ ମୃତ୍ୟୁଦଣ୍ଡ ଉଚ୍ଛେଦ କରିସାରିଲେଣି। ଭାରତରେ ମଧ୍ୟ ଏ ସମ୍ପର୍କରେ ଗଭୀର ଆଲୋଚନା ଆବଶ୍ୟକ। ନ୍ୟାୟପାଳିକାର ସ୍ୱାଧୀନତା ଓ ଆଇନର ଶାସନ ରକ୍ଷା ହେବା ଜରୁରୀ। ରାଜନୀତିକ ଲାଭ ପାଇଁ ଏପରି ସମ୍ବେଦନଶୀଳ ପ୍ରସଙ୍ଗକୁ ଖେଳିବା ବିପଜ୍ଜନକ। bbox=[8, 833, 334, 1017]
sudoku-cell bbox=[1238, 1702, 1266, 1730]
contact-box bbox=[1168, 1176, 1490, 1352]
sudoku-solution-cell: 3 bbox=[1363, 2101, 1378, 2116]
sudoku-cell bbox=[1322, 1590, 1350, 1618]
envelope-icon bbox=[1174, 546, 1218, 574]
quote-text: ଈଶ୍ୱରଙ୍କ ପାଖେ ଯଥାର୍ଥ ସମର୍ପଣ ତୁମଙ୍କୁ ପ୍ରସାରିତ କରେ — ଏବଂ ଏହା ତୁମର ଶକ୍ତି ଓ କ୍ଷମତାକୁ ବଢ଼ାଇ ଥାଏ । ତୁମର ସବୁକିଛିରେ ଗୁଣାତ୍ମକ ଓ ପରିମାଣାତ୍ମକ ଅଭିବୃଦ୍ଧି ଘଟେ । ଏହି ଉନ୍ନତି କେବଳ ତୁମ ନିଜ ଦ୍ୱାରା ହୋଇ ପାରିବ ନାହିଁ । bbox=[359, 12, 1003, 39]
temple-photo bbox=[9, 195, 139, 302]
sudoku-cell bbox=[1266, 1646, 1294, 1674]
sudoku-cell: 6 bbox=[1210, 1674, 1238, 1702]
letter3-body: ଆଜିକାଲି ସାମାଜିକ ଗଣମାଧ୍ୟମରେ ପ୍ରେମ ଓ ଠକେଇ ଘଟଣା ବଢ଼ିଚାଲିଛି। ଯୁବପିଢ଼ି ଫେସବୁକ୍‌ରେ ଅଜଣା ଲୋକଙ୍କ ସହ ସମ୍ପର୍କ ରଖି ପ୍ରତାରଣାର ଶିକାର ହେଉଛନ୍ତି। ଅଭିଭାବକମାନେ ସଚେତନ ରହି ପିଲାଙ୍କୁ ସଠିକ୍ ମାର୍ଗଦର୍ଶନ ଦେବା ଆବଶ୍ୟକ। bbox=[1168, 1019, 1490, 1078]
chirantani-box bbox=[8, 6, 206, 184]
sudoku-solution-cell: 8 bbox=[1318, 1996, 1333, 2011]
contact-email3[interactable]: : miku11@yahoo.com (Use only for advertisements, commercial queries) bbox=[1183, 1295, 1475, 1320]
sudoku-solution-cell: 7 bbox=[1348, 2011, 1363, 2026]
sudoku-cell bbox=[1434, 1562, 1462, 1590]
sudoku-cell bbox=[1210, 1702, 1238, 1730]
sudoku-cell bbox=[1322, 1674, 1350, 1702]
sudoku-solution-cell: 9 bbox=[1333, 1996, 1348, 2011]
sudoku-solution-cell: 2 bbox=[1408, 2026, 1423, 2041]
sudoku-cell bbox=[1238, 1590, 1266, 1618]
sudoku-solution-cell: 9 bbox=[1423, 2116, 1438, 2131]
sudoku-cell bbox=[1210, 1590, 1238, 1618]
sudoku-solution-cell: 6 bbox=[1378, 2071, 1393, 2086]
district-label: ଜିଲ୍ଲା ଡାଏରୀ bbox=[143, 197, 317, 243]
sudoku-grid bbox=[1208, 1560, 1460, 1812]
sudoku-solution-cell: 6 bbox=[1348, 2041, 1363, 2056]
sudoku-solution-cell: 7 bbox=[1393, 2071, 1408, 2086]
sudoku-cell bbox=[1322, 1562, 1350, 1590]
sudoku-solution-cell: 9 bbox=[1348, 2101, 1363, 2116]
letter1-author: ପ୍ରଦ୍ୟୋତ ମହାପାତ୍ର, ୬୪, କମିଲାଇ, ଭୁବନେଶ୍ୱର bbox=[1286, 794, 1490, 805]
sudoku-solution-cell: 7 bbox=[1438, 1996, 1453, 2011]
sudoku-solution-cell: 7 bbox=[1333, 2056, 1348, 2071]
sudoku-cell bbox=[1210, 1562, 1238, 1590]
contact-line2: ବି-୧୫, ଇଣ୍ଡଷ୍ଟ୍ରିଆଲ ଷ୍ଟେଟ, ଭୁବନେଶ୍ୱର-୭୫୧୦୧୦ bbox=[1223, 1211, 1435, 1222]
sudoku-cell bbox=[1406, 1702, 1434, 1730]
quote-author: -ଶ୍ରୀମା bbox=[1028, 45, 1063, 58]
editorial2-signoff: ନୟାଗଡ଼ ସ୍ୱୟଂଶାସିତ କଲେଜ, ନୟାଗଡ଼, ମୋ-୯୪୩୭୨୪୦୧୬୭ bbox=[912, 1474, 1156, 1485]
sudoku-cell bbox=[1322, 1646, 1350, 1674]
sudoku-solution-cell: 8 bbox=[1363, 2086, 1378, 2101]
sudoku-solution-cell: 4 bbox=[1378, 2026, 1393, 2041]
sudoku-solution-cell: 3 bbox=[1393, 2056, 1408, 2071]
sudoku-solution-cell: 9 bbox=[1408, 2041, 1423, 2056]
sudoku-cell: 3 bbox=[1406, 1590, 1434, 1618]
editorial2-body-col3: ମଣିଷର ଜୀବନ ନେବାର ଅଧିକାର ରାଷ୍ଟ୍ରର ଅଛି କି ନାହିଁ ତାହା ଦାର୍ଶନିକ ପ୍ରଶ୍ନ। ସଂସ୍କାରମୂଳକ ନ୍ୟାୟ ବ୍ୟବସ୍ଥାରେ ଅପରାଧୀକୁ ସୁଧୁରିବାର ସୁଯୋଗ ଦିଆଯିବା ଉଚିତ। ତେବେ ଜଘନ୍ୟ ଅପରାଧ ପାଇଁ କଠୋର ଦଣ୍ଡ ଆବଶ୍ୟକ। ଏହି ଦ୍ୱନ୍ଦ୍ୱ ମଧ୍ୟରେ ସନ୍ତୁଳନ ରକ୍ଷା କରିବା ଆମ ଗଣତନ୍ତ୍ରର ଚାଲେଞ୍ଜ। bbox=[720, 877, 1156, 921]
anniv-sub: ତଳର ଧରିତ୍ରୀ bbox=[1240, 1408, 1342, 1429]
district-headline: ଚାଲ ସମସ୍ତେ ନେତା ହେବା bbox=[8, 311, 307, 346]
sudoku-cell: 4 bbox=[1406, 1758, 1434, 1786]
sudoku-cell: 4 bbox=[1294, 1674, 1322, 1702]
sudoku-cell bbox=[1406, 1646, 1434, 1674]
sudoku-solution-cell: 1 bbox=[1393, 2116, 1408, 2131]
sudoku-solution-cell: 6 bbox=[1363, 2116, 1378, 2131]
sudoku-cell: 1 bbox=[1238, 1562, 1266, 1590]
chirantani-title: ଚିରନ୍ତନୀ bbox=[10, 8, 204, 39]
chirantani-poem: ଦିନକ ଖୋରାକ ପାଇଁ ସବୁ ଖୁସି ନୁହେଁ ସାରା ଦିନ, ଆଜନ୍ମ ମରି ବାଁଚି ପ୍ରାଣୀ — ମାଗୁ ନାହୁଁ ରୁପ ଧିଷ। bbox=[18, 45, 196, 89]
sudoku-cell: 1 bbox=[1266, 1758, 1294, 1786]
sudoku-solution-cell: 1 bbox=[1348, 1996, 1363, 2011]
sudoku-solution-cell: 5 bbox=[1348, 2026, 1363, 2041]
